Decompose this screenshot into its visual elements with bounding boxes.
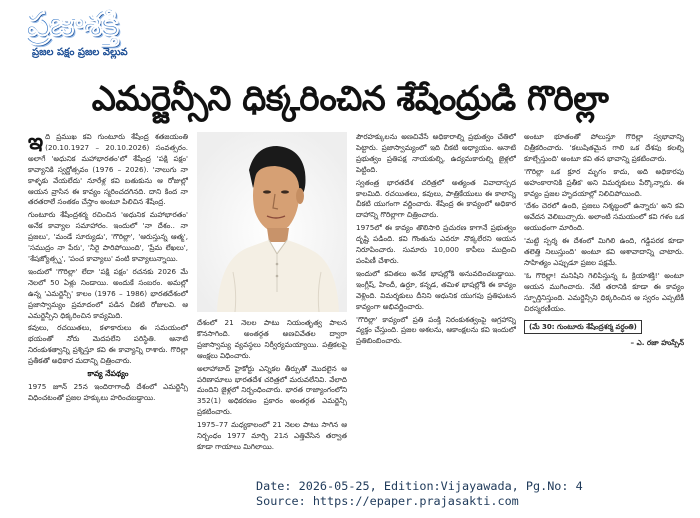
column4-paragraph: 'ఓ గొరిల్లా! మనిషిని గెలిపిస్తున్న ఓ క్రియాశక్తి!' అంటూ ఆయన ముగించారు. నేటి తరానికి కూడా ఈ కావ్యం స్ఫూర్తినిస్తుంది. ఎమర్జెన్సీని ధిక్కరించిన ఆ స్వరం ఎప్పటికీ చిరస్మరణీయం. [524, 270, 684, 313]
column1-paragraph: ఇందులో 'గొరిల్లా' లేదా 'పక్షి పక్షం' రచనకు 2026 మే నెలలో 50 ఏళ్లు నిండాయి. అందుకే సంబరం. అమల్లో ఉన్న 'ఎమర్జెన్సీ' కాలం (1976 – 1986) భారతదేశంలో ప్రజాస్వామ్యం ప్రమాదంలో పడిన చీకటి రోజులవి. ఆ ఎమర్జెన్సీని ధిక్కరించిన కావ్యమిది. [28, 266, 188, 320]
article-column-1 [28, 132, 188, 504]
section-subheading: కావ్య నేపథ్యం [87, 369, 129, 379]
column1-paragraph-text: ది ప్రముఖ కవి గుంటూరు శేషేంద్ర శతజయంతి (20.10.1927 – 20.10.2026) సంవత్సరం. అలాగే 'అధునిక మహాభారతం'లో శేషేంద్ర 'పక్షి పక్షం' కావ్యానికి స్వర్ణోత్సవం (1976 – 2026). 'నాలుగు నా కాళ్ళకు వేయలేదు' నూరేళ్ల కవి బతుకును ఆ రోజుల్లో ఆయన వ్రాసిన ఈ కావ్యం స్మరించదగినది. దాని కింద నా తరతరాలే సంతకం చేస్తాం అంటూ పిలిచిన శేషేంద్ర. [28, 132, 188, 207]
newspaper-logo[interactable]: ప్రజాశక్తి [26, 4, 118, 44]
column3-paragraph: ఇందులో కవితలు అనేక భాషల్లోకి అనువదించబడ్డాయి. ఇంగ్లీష్, హిందీ, ఉర్దూ, కన్నడ, తమిళ భాషల్లోకి ఈ కావ్యం వెళ్లింది. విమర్శకులు దీనిని ఆధునిక యుగపు ప్రతిఘటన కావ్యంగా అభివర్ణించారు. [356, 268, 516, 311]
article-column-3 [356, 132, 516, 504]
column3-paragraph: స్వతంత్ర భారతదేశ చరిత్రలో అత్యంత వివాదాస్పద కాలమిది. రచయితలు, కవులు, పాత్రికేయులు ఈ కాలాన్ని చీకటి యుగంగా వర్ణించారు. శేషేంద్ర ఈ కావ్యంలో అధికార దాహాన్ని గొరిల్లాగా చిత్రించారు. [356, 177, 516, 220]
masthead [22, 4, 202, 62]
column1-paragraph [28, 132, 188, 208]
article-column-2 [197, 318, 347, 504]
portrait-illustration [197, 132, 347, 312]
column1-paragraph: గుంటూరు శేషేంద్రశర్మ రచించిన 'అధునిక మహాభారతం' అనేక కావ్యాల సమాహారం. ఇందులో 'నా దేశం.. నా ప్రజలు', 'మండే సూర్యుడు', 'గొరిల్లా', 'ఆరుస్తున్న ఆత్మ', 'సముద్రం నా పేరు', 'నీరై పారిపోయింది', 'ప్రేమ లేఖలు', 'శేషజ్యోత్స్న', 'పంచ కావ్యాలు' వంటి కావ్యాలున్నాయి. [28, 210, 188, 263]
author-portrait-photo [197, 132, 347, 312]
source-footer [256, 479, 676, 509]
author-byline: – ఎ. రజా హుస్సేన్ [630, 338, 684, 348]
logo-tagline: ప్రజల పక్షం ప్రజల వెల్లువ [32, 47, 128, 58]
column4-paragraph: 'గొరిల్లా ఒక క్రూర మృగం కాదు, అది అధికారపు అహంకారానికి ప్రతీక' అని విమర్శకులు పేర్కొన్నారు. ఈ కావ్యం ప్రజల హృదయాల్లో నిలిచిపోయింది. [524, 166, 684, 198]
column3-paragraph: 'గొరిల్లా' కావ్యంలో ప్రతి పంక్తి నిరంకుశత్వంపై ఆగ్రహాన్ని వ్యక్తం చేస్తుంది. ప్రజల ఆశలను, ఆకాంక్షలను కవి ఇందులో ప్రతిబింబించారు. [356, 314, 516, 346]
drop-cap: ఇ [28, 132, 44, 155]
column4-paragraph: అంటూ భూతంతో పోలుస్తూ గొరిల్లా స్వభావాన్ని చిత్రీకరించారు. 'కలుషితమైన గాలి ఒక దేశపు కలల్ని కూల్చేస్తుంది' అంటూ కవి తన భావాన్ని ప్రకటించారు. [524, 132, 684, 163]
column2-paragraph: దేశంలో 21 నెలల పాటు నియంతృత్వ పాలన కొనసాగింది. అంతర్గత అణచివేతల ద్వారా ప్రజాస్వామ్య వ్యవస్థలు నిర్వీర్యమయ్యాయి. పత్రికలపై ఆంక్షలు విధించారు. [197, 318, 347, 360]
article-column-4 [524, 132, 684, 504]
column3-paragraph: 1975లో ఈ కావ్యం తొలిసారి ప్రచురణ కాగానే ప్రభుత్వం దృష్టి పడింది. కవి గొంతును ఎవరూ నొక్కలేరని ఆయన నిరూపించారు. సుమారు 10,000 కాపీలు ముద్రించి పంపిణీ చేశారు. [356, 223, 516, 265]
column2-paragraph: అలాహాబాద్ హైకోర్టు ఎన్నికల తీర్పుతో మొదలైన ఆ పరిణామాలు భారతదేశ చరిత్రలో మరువలేనివి. వేలాది మందిని జైళ్లలో నిర్బంధించారు. భారత రాజ్యాంగంలోని 352(1) అధికరణం ప్రకారం అంతర్గత ఎమర్జెన్సీ ప్రకటించారు. [197, 363, 347, 417]
edition-date-line: Date: 2026-05-25, Edition:Vijayawada, Pg.No: 4 [256, 479, 583, 493]
column1-paragraph: 1975 జూన్ 25న ఇందిరాగాంధీ దేశంలో ఎమర్జెన్సీ విధించటంతో ప్రజల హక్కులు హరించబడ్డాయి. [28, 381, 188, 402]
column4-paragraph: 'దేశం చెరలో ఉంది, ప్రజలు నిశ్శబ్దంలో ఉన్నారు' అని కవి ఆవేదన వెలిబుచ్చారు. అలాంటి సమయంలో కవి గళం ఒక ఆయుధంగా మారింది. [524, 201, 684, 233]
column3-paragraph: పౌరహక్కులను అణచివేసే అధికారాల్ని ప్రభుత్వం చేతిలో పెట్టారు. ప్రజాస్వామ్యంలో ఇది చీకటి అధ్యాయం. ఆనాటి ప్రభుత్వం ప్రతిపక్ష నాయకుల్ని, ఉద్యమకారుల్ని జైళ్లలో పెట్టింది. [356, 132, 516, 174]
source-url-link[interactable]: Source: https://epaper.prajasakti.com [256, 494, 519, 508]
column2-paragraph: 1975–77 మధ్యకాలంలో 21 నెలల పాటు సాగిన ఆ నిర్బంధం 1977 మార్చి 21న ఎత్తివేసిన తర్వాత కూడా గాయాలు మిగిలాయి. [197, 420, 347, 451]
article-headline: ఎమర్జెన్సీని ధిక్కరించిన శేషేంద్రుడి గొరిల్లా [91, 79, 609, 119]
column4-paragraph: 'మట్టి స్పర్శ ఈ దేశంలో మిగిలి ఉంది, గడ్డిపరక కూడా తలెత్తి నిలుస్తుంది' అంటూ కవి ఆశావాదాన్ని చాటారు. సాహిత్యం ఎప్పుడూ ప్రజల పక్షమే. [524, 236, 684, 267]
anniversary-caption-box: (మే 30: గుంటూరు శేషేంద్రశర్మ వర్ధంతి) [524, 320, 642, 335]
column1-paragraph: కవులు, రచయితలు, కళాకారులు ఈ సమయంలో భయంతో నోరు మెదపలేని పరిస్థితి. ఆనాటి నిరంకుశత్వాన్ని ప్రశ్నిస్తూ కవి ఈ కావ్యాన్ని రాశారు. గొరిల్లా ప్రతీకతో అధికార మదాన్ని చిత్రించారు. [28, 323, 188, 366]
